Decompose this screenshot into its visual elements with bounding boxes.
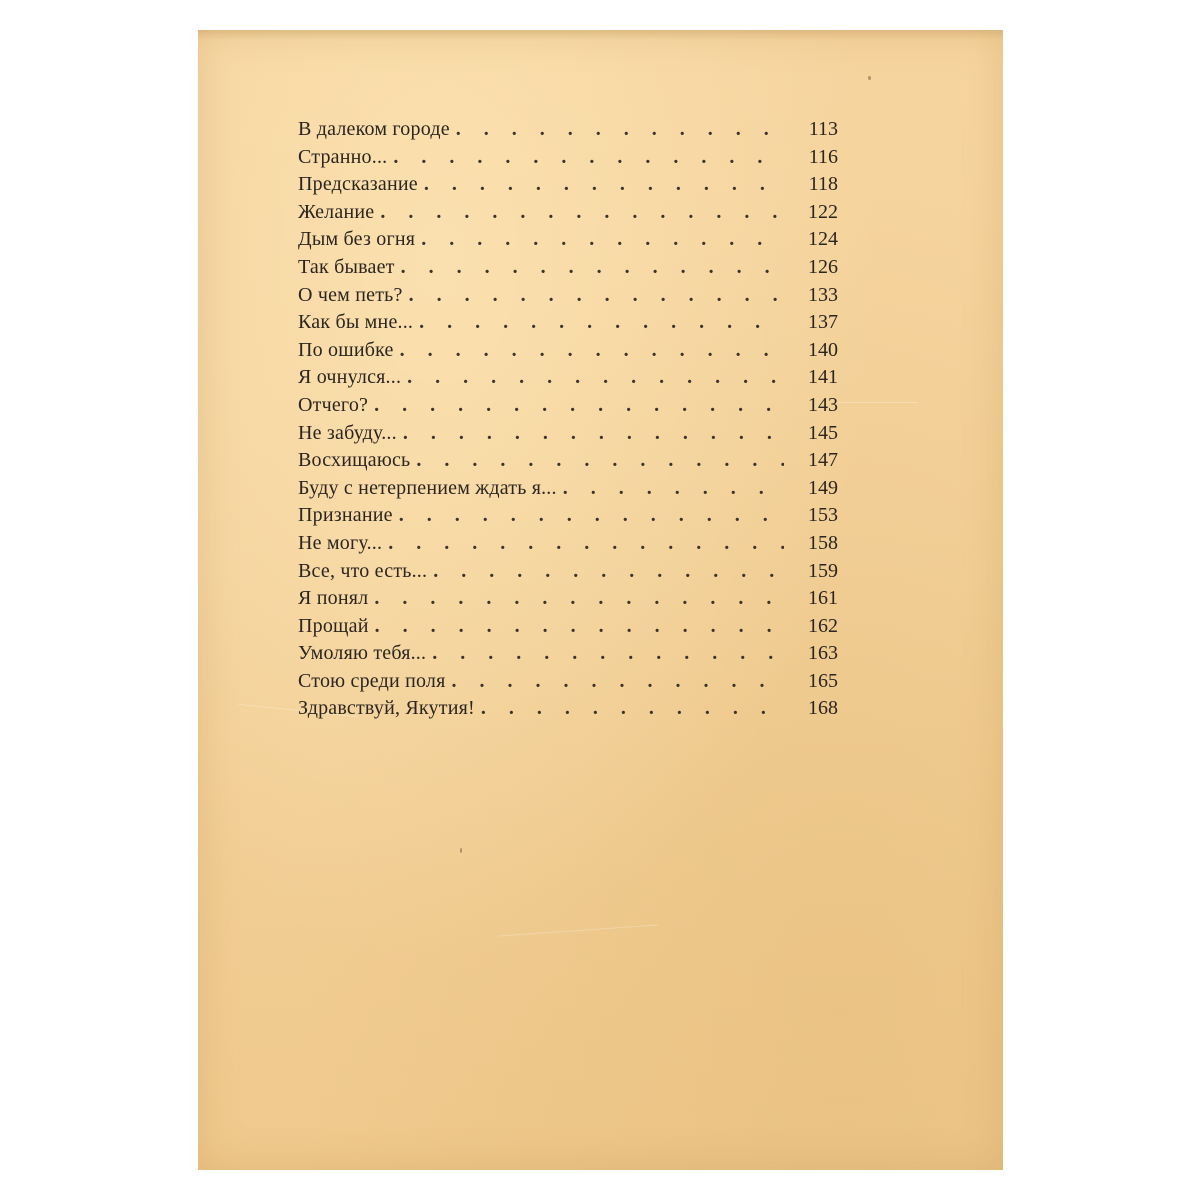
toc-entry-title: По ошибке xyxy=(298,338,394,361)
toc-entry-page: 140 xyxy=(808,338,838,361)
toc-entry-title: Предсказание xyxy=(298,173,418,196)
toc-entry-title: В далеком городе xyxy=(298,118,450,140)
toc-dot-leader xyxy=(409,282,784,310)
toc-entry-title: Прощай xyxy=(298,614,369,637)
toc-entry xyxy=(298,144,838,172)
toc-entry-page: 165 xyxy=(808,669,838,692)
toc-entry-page: 149 xyxy=(808,476,838,499)
toc-entry xyxy=(298,337,838,365)
toc-entry xyxy=(298,613,838,641)
toc-dot-leader xyxy=(388,530,784,558)
toc-entry xyxy=(298,282,838,310)
toc-entry-page: 168 xyxy=(808,697,838,720)
toc-entry xyxy=(298,420,838,448)
toc-dot-leader xyxy=(563,475,784,503)
toc-entry xyxy=(298,171,838,199)
toc-dot-leader xyxy=(401,254,784,282)
toc-entry xyxy=(298,558,838,586)
toc-dot-leader xyxy=(374,585,784,613)
toc-entry-title: Здравствуй, Якутия! xyxy=(298,697,475,720)
toc-entry-title: Буду с нетерпением ждать я... xyxy=(298,476,557,499)
toc-entry xyxy=(298,695,838,723)
toc-entry-title: Признание xyxy=(298,504,393,527)
toc-entry-title: О чем петь? xyxy=(298,283,403,306)
toc-entry xyxy=(298,668,838,696)
toc-entry xyxy=(298,364,838,392)
toc-dot-leader xyxy=(456,116,784,144)
paper-scuff xyxy=(838,402,918,403)
toc-dot-leader xyxy=(481,695,784,723)
toc-entry-page: 126 xyxy=(808,255,838,278)
toc-entry-page: 145 xyxy=(808,421,838,444)
toc-entry-page: 161 xyxy=(808,587,838,610)
toc-entry-page: 162 xyxy=(808,614,838,637)
toc-dot-leader xyxy=(400,337,784,365)
toc-entry-title: Умоляю тебя... xyxy=(298,642,427,665)
toc-entry xyxy=(298,585,838,613)
toc-entry-page: 141 xyxy=(808,366,838,389)
toc-entry-title: Желание xyxy=(298,200,375,223)
toc-dot-leader xyxy=(421,226,784,254)
toc-entry-title: Все, что есть... xyxy=(298,559,428,582)
toc-entry xyxy=(298,447,838,475)
toc-entry-title: Отчего? xyxy=(298,393,369,416)
toc-entry xyxy=(298,475,838,503)
ink-speck xyxy=(460,848,462,853)
toc-entry-page: 133 xyxy=(808,283,838,306)
toc-entry xyxy=(298,116,838,144)
toc-entry xyxy=(298,392,838,420)
toc-entry-page: 158 xyxy=(808,531,838,554)
toc-entry-title: Так бывает xyxy=(298,255,395,278)
toc-dot-leader xyxy=(374,392,784,420)
toc-entry-page: 116 xyxy=(808,145,838,168)
toc-entry-title: Я очнулся... xyxy=(298,366,402,389)
toc-dot-leader xyxy=(375,613,784,641)
toc-dot-leader xyxy=(403,420,784,448)
toc-entry xyxy=(298,309,838,337)
page-top-edge xyxy=(198,30,1003,40)
toc-entry-title: Странно... xyxy=(298,145,388,168)
ink-speck xyxy=(868,76,871,80)
toc-entry-page: 122 xyxy=(808,200,838,223)
toc-dot-leader xyxy=(451,668,784,696)
toc-entry-page: 159 xyxy=(808,559,838,582)
toc-entry xyxy=(298,199,838,227)
toc-entry-page: 143 xyxy=(808,393,838,416)
table-of-contents xyxy=(298,116,838,723)
toc-entry xyxy=(298,640,838,668)
toc-entry xyxy=(298,226,838,254)
toc-dot-leader xyxy=(407,364,784,392)
toc-dot-leader xyxy=(393,144,784,172)
toc-entry-title: Как бы мне... xyxy=(298,311,414,334)
toc-entry-title: Не забуду... xyxy=(298,421,397,444)
toc-entry-page: 113 xyxy=(808,118,838,140)
toc-entry-title: Я понял xyxy=(298,587,369,610)
toc-dot-leader xyxy=(433,558,784,586)
toc-entry xyxy=(298,502,838,530)
toc-entry-title: Не могу... xyxy=(298,531,383,554)
book-page xyxy=(198,30,1003,1170)
toc-entry-title: Стою среди поля xyxy=(298,669,446,692)
toc-entry-page: 163 xyxy=(808,642,838,665)
toc-dot-leader xyxy=(432,640,784,668)
toc-dot-leader xyxy=(399,502,784,530)
toc-entry xyxy=(298,530,838,558)
toc-entry-page: 137 xyxy=(808,311,838,334)
toc-dot-leader xyxy=(419,309,784,337)
paper-scuff xyxy=(498,924,658,936)
toc-entry-page: 124 xyxy=(808,228,838,251)
toc-entry-page: 153 xyxy=(808,504,838,527)
toc-entry-page: 118 xyxy=(808,173,838,196)
toc-entry xyxy=(298,254,838,282)
toc-entry-title: Восхищаюсь xyxy=(298,449,411,472)
toc-entry-title: Дым без огня xyxy=(298,228,416,251)
toc-entry-page: 147 xyxy=(808,449,838,472)
toc-dot-leader xyxy=(416,447,784,475)
toc-dot-leader xyxy=(424,171,784,199)
toc-dot-leader xyxy=(380,199,784,227)
